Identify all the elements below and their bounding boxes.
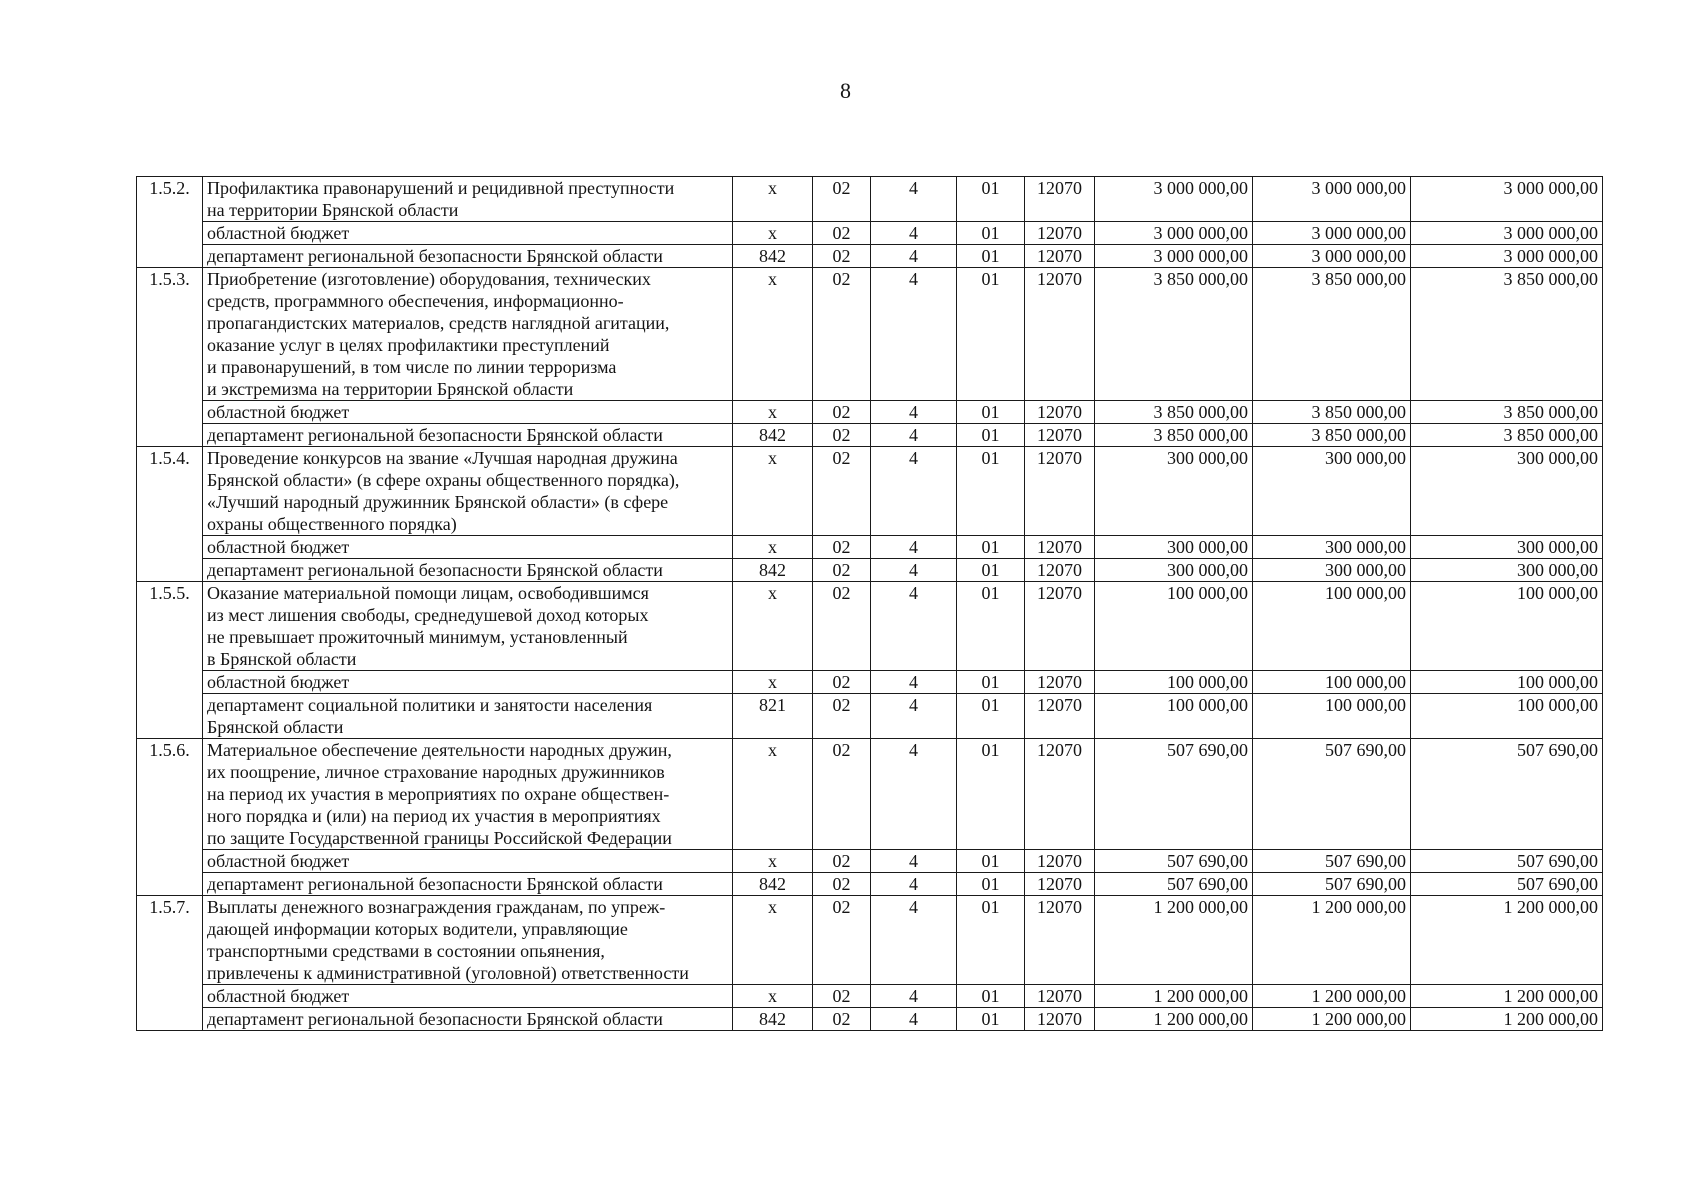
target-code-cell: 12070 — [1025, 896, 1095, 985]
admin-code-cell: 842 — [733, 424, 813, 447]
amount-year-2-cell: 507 690,00 — [1253, 739, 1411, 850]
target-code-cell: 12070 — [1025, 739, 1095, 850]
amount-year-2-cell: 3 850 000,00 — [1253, 268, 1411, 401]
funding-source-cell: департамент региональной безопасности Брянской области — [203, 245, 733, 268]
amount-year-3-cell: 507 690,00 — [1411, 739, 1603, 850]
amount-year-2-cell: 3 000 000,00 — [1253, 177, 1411, 222]
item-code-cell: 01 — [957, 424, 1025, 447]
amount-year-3-cell: 3 000 000,00 — [1411, 245, 1603, 268]
target-code-cell: 12070 — [1025, 447, 1095, 536]
funding-source-cell: областной бюджет — [203, 401, 733, 424]
subsection-code-cell: 4 — [871, 268, 957, 401]
target-code-cell: 12070 — [1025, 1008, 1095, 1031]
admin-code-cell: 842 — [733, 873, 813, 896]
item-code-cell: 01 — [957, 985, 1025, 1008]
target-code-cell: 12070 — [1025, 245, 1095, 268]
activity-description-cell — [203, 177, 733, 222]
item-number-cell: 1.5.6. — [137, 739, 203, 896]
item-code-cell: 01 — [957, 694, 1025, 739]
target-code-cell: 12070 — [1025, 177, 1095, 222]
target-code-cell: 12070 — [1025, 582, 1095, 671]
amount-year-1-cell: 3 000 000,00 — [1095, 245, 1253, 268]
table-subrow — [137, 1008, 1603, 1031]
admin-code-cell: х — [733, 582, 813, 671]
description-line: Приобретение (изготовление) оборудования, технических — [207, 269, 651, 289]
funding-source-cell: департамент социальной политики и занятости населения Брянской области — [203, 694, 733, 739]
admin-code-cell: х — [733, 536, 813, 559]
amount-year-1-cell: 100 000,00 — [1095, 671, 1253, 694]
subsection-code-cell: 4 — [871, 985, 957, 1008]
description-line: и правонарушений, в том числе по линии терроризма — [207, 357, 617, 377]
item-number-cell: 1.5.4. — [137, 447, 203, 582]
item-code-cell: 01 — [957, 582, 1025, 671]
target-code-cell: 12070 — [1025, 401, 1095, 424]
section-code-cell: 02 — [813, 739, 871, 850]
subsection-code-cell: 4 — [871, 536, 957, 559]
table-subrow — [137, 222, 1603, 245]
amount-year-2-cell: 3 850 000,00 — [1253, 424, 1411, 447]
funding-source-cell: областной бюджет — [203, 222, 733, 245]
section-code-cell: 02 — [813, 850, 871, 873]
target-code-cell: 12070 — [1025, 694, 1095, 739]
item-code-cell: 01 — [957, 850, 1025, 873]
section-code-cell: 02 — [813, 873, 871, 896]
description-line: и экстремизма на территории Брянской области — [207, 379, 574, 399]
amount-year-1-cell: 300 000,00 — [1095, 536, 1253, 559]
amount-year-2-cell: 300 000,00 — [1253, 536, 1411, 559]
table-subrow — [137, 424, 1603, 447]
amount-year-3-cell: 1 200 000,00 — [1411, 896, 1603, 985]
item-code-cell: 01 — [957, 245, 1025, 268]
amount-year-3-cell: 100 000,00 — [1411, 671, 1603, 694]
item-code-cell: 01 — [957, 268, 1025, 401]
amount-year-1-cell: 100 000,00 — [1095, 582, 1253, 671]
description-line: из мест лишения свободы, среднедушевой доход которых — [207, 605, 649, 625]
table-subrow — [137, 671, 1603, 694]
item-code-cell: 01 — [957, 873, 1025, 896]
amount-year-1-cell: 300 000,00 — [1095, 559, 1253, 582]
budget-table — [136, 176, 1603, 1031]
subsection-code-cell: 4 — [871, 424, 957, 447]
target-code-cell: 12070 — [1025, 268, 1095, 401]
amount-year-3-cell: 3 000 000,00 — [1411, 177, 1603, 222]
admin-code-cell: 842 — [733, 559, 813, 582]
description-line: не превышает прожиточный минимум, установленный — [207, 627, 628, 647]
funding-source-cell: департамент региональной безопасности Брянской области — [203, 424, 733, 447]
amount-year-2-cell: 100 000,00 — [1253, 694, 1411, 739]
target-code-cell: 12070 — [1025, 671, 1095, 694]
table-row — [137, 268, 1603, 401]
section-code-cell: 02 — [813, 245, 871, 268]
section-code-cell: 02 — [813, 424, 871, 447]
section-code-cell: 02 — [813, 447, 871, 536]
subsection-code-cell: 4 — [871, 1008, 957, 1031]
funding-source-cell: областной бюджет — [203, 536, 733, 559]
funding-source-cell: областной бюджет — [203, 850, 733, 873]
table-subrow — [137, 245, 1603, 268]
amount-year-2-cell: 1 200 000,00 — [1253, 985, 1411, 1008]
admin-code-cell: х — [733, 985, 813, 1008]
target-code-cell: 12070 — [1025, 536, 1095, 559]
funding-source-cell: департамент региональной безопасности Брянской области — [203, 1008, 733, 1031]
amount-year-1-cell: 1 200 000,00 — [1095, 1008, 1253, 1031]
amount-year-1-cell: 300 000,00 — [1095, 447, 1253, 536]
amount-year-2-cell: 100 000,00 — [1253, 671, 1411, 694]
amount-year-1-cell: 507 690,00 — [1095, 873, 1253, 896]
admin-code-cell: 842 — [733, 1008, 813, 1031]
amount-year-1-cell: 100 000,00 — [1095, 694, 1253, 739]
section-code-cell: 02 — [813, 536, 871, 559]
target-code-cell: 12070 — [1025, 559, 1095, 582]
target-code-cell: 12070 — [1025, 222, 1095, 245]
activity-description-cell — [203, 582, 733, 671]
item-number-cell: 1.5.3. — [137, 268, 203, 447]
amount-year-2-cell: 100 000,00 — [1253, 582, 1411, 671]
subsection-code-cell: 4 — [871, 739, 957, 850]
admin-code-cell: 842 — [733, 245, 813, 268]
table-subrow — [137, 559, 1603, 582]
table-row — [137, 582, 1603, 671]
amount-year-3-cell: 300 000,00 — [1411, 559, 1603, 582]
description-line: «Лучший народный дружинник Брянской области» (в сфере — [207, 492, 669, 512]
item-number-cell: 1.5.5. — [137, 582, 203, 739]
section-code-cell: 02 — [813, 268, 871, 401]
amount-year-2-cell: 3 850 000,00 — [1253, 401, 1411, 424]
table-subrow — [137, 401, 1603, 424]
funding-source-cell: областной бюджет — [203, 671, 733, 694]
page-number: 8 — [840, 78, 851, 103]
admin-code-cell: х — [733, 896, 813, 985]
amount-year-3-cell: 1 200 000,00 — [1411, 1008, 1603, 1031]
item-code-cell: 01 — [957, 401, 1025, 424]
table-subrow — [137, 873, 1603, 896]
funding-source-cell: департамент региональной безопасности Брянской области — [203, 559, 733, 582]
table-subrow — [137, 694, 1603, 739]
admin-code-cell: х — [733, 401, 813, 424]
item-code-cell: 01 — [957, 559, 1025, 582]
description-line: на территории Брянской области — [207, 200, 459, 220]
subsection-code-cell: 4 — [871, 582, 957, 671]
subsection-code-cell: 4 — [871, 222, 957, 245]
table-row — [137, 739, 1603, 850]
amount-year-1-cell: 507 690,00 — [1095, 850, 1253, 873]
amount-year-1-cell: 3 850 000,00 — [1095, 401, 1253, 424]
amount-year-3-cell: 100 000,00 — [1411, 694, 1603, 739]
description-line: привлечены к административной (уголовной) ответственности — [207, 963, 689, 983]
activity-description-cell — [203, 268, 733, 401]
table-subrow — [137, 536, 1603, 559]
amount-year-3-cell: 300 000,00 — [1411, 447, 1603, 536]
amount-year-2-cell: 1 200 000,00 — [1253, 1008, 1411, 1031]
description-line: средств, программного обеспечения, информационно- — [207, 291, 624, 311]
description-line: их поощрение, личное страхование народных дружинников — [207, 762, 665, 782]
amount-year-2-cell: 3 000 000,00 — [1253, 222, 1411, 245]
amount-year-3-cell: 300 000,00 — [1411, 536, 1603, 559]
amount-year-2-cell: 507 690,00 — [1253, 873, 1411, 896]
section-code-cell: 02 — [813, 694, 871, 739]
description-line: по защите Государственной границы Российской Федерации — [207, 828, 672, 848]
item-code-cell: 01 — [957, 739, 1025, 850]
activity-description-cell — [203, 739, 733, 850]
activity-description-cell — [203, 896, 733, 985]
subsection-code-cell: 4 — [871, 177, 957, 222]
amount-year-3-cell: 3 850 000,00 — [1411, 424, 1603, 447]
subsection-code-cell: 4 — [871, 245, 957, 268]
admin-code-cell: х — [733, 177, 813, 222]
amount-year-3-cell: 3 000 000,00 — [1411, 222, 1603, 245]
description-line: в Брянской области — [207, 649, 357, 669]
description-line: Оказание материальной помощи лицам, освободившимся — [207, 583, 649, 603]
target-code-cell: 12070 — [1025, 985, 1095, 1008]
admin-code-cell: х — [733, 268, 813, 401]
description-line: Проведение конкурсов на звание «Лучшая народная дружина — [207, 448, 678, 468]
activity-description-cell — [203, 447, 733, 536]
section-code-cell: 02 — [813, 401, 871, 424]
item-code-cell: 01 — [957, 447, 1025, 536]
item-number-cell: 1.5.7. — [137, 896, 203, 1031]
target-code-cell: 12070 — [1025, 850, 1095, 873]
item-code-cell: 01 — [957, 536, 1025, 559]
description-line: оказание услуг в целях профилактики преступлений — [207, 335, 610, 355]
amount-year-2-cell: 1 200 000,00 — [1253, 896, 1411, 985]
item-code-cell: 01 — [957, 177, 1025, 222]
description-line: пропагандистских материалов, средств наглядной агитации, — [207, 313, 670, 333]
admin-code-cell: х — [733, 671, 813, 694]
description-line: дающей информации которых водители, управляющие — [207, 919, 628, 939]
amount-year-3-cell: 3 850 000,00 — [1411, 268, 1603, 401]
subsection-code-cell: 4 — [871, 559, 957, 582]
admin-code-cell: х — [733, 739, 813, 850]
amount-year-3-cell: 507 690,00 — [1411, 873, 1603, 896]
subsection-code-cell: 4 — [871, 896, 957, 985]
funding-source-cell: областной бюджет — [203, 985, 733, 1008]
item-code-cell: 01 — [957, 671, 1025, 694]
funding-source-cell: департамент региональной безопасности Брянской области — [203, 873, 733, 896]
amount-year-2-cell: 300 000,00 — [1253, 559, 1411, 582]
amount-year-2-cell: 300 000,00 — [1253, 447, 1411, 536]
description-line: ного порядка и (или) на период их участия в мероприятиях — [207, 806, 661, 826]
section-code-cell: 02 — [813, 177, 871, 222]
subsection-code-cell: 4 — [871, 401, 957, 424]
amount-year-1-cell: 3 850 000,00 — [1095, 424, 1253, 447]
item-code-cell: 01 — [957, 222, 1025, 245]
section-code-cell: 02 — [813, 559, 871, 582]
section-code-cell: 02 — [813, 671, 871, 694]
amount-year-1-cell: 3 000 000,00 — [1095, 222, 1253, 245]
table-row — [137, 177, 1603, 222]
description-line: Профилактика правонарушений и рецидивной преступности — [207, 178, 675, 198]
target-code-cell: 12070 — [1025, 873, 1095, 896]
amount-year-1-cell: 1 200 000,00 — [1095, 985, 1253, 1008]
subsection-code-cell: 4 — [871, 447, 957, 536]
table-row — [137, 447, 1603, 536]
table-body — [137, 177, 1603, 1031]
subsection-code-cell: 4 — [871, 850, 957, 873]
amount-year-2-cell: 3 000 000,00 — [1253, 245, 1411, 268]
section-code-cell: 02 — [813, 222, 871, 245]
amount-year-3-cell: 1 200 000,00 — [1411, 985, 1603, 1008]
description-line: транспортными средствами в состоянии опьянения, — [207, 941, 605, 961]
subsection-code-cell: 4 — [871, 694, 957, 739]
table-subrow — [137, 985, 1603, 1008]
table-row — [137, 896, 1603, 985]
amount-year-1-cell: 3 000 000,00 — [1095, 177, 1253, 222]
item-number-cell: 1.5.2. — [137, 177, 203, 268]
description-line: Выплаты денежного вознаграждения гражданам, по упреж- — [207, 897, 666, 917]
description-line: на период их участия в мероприятиях по охране обществен- — [207, 784, 670, 804]
amount-year-3-cell: 507 690,00 — [1411, 850, 1603, 873]
section-code-cell: 02 — [813, 985, 871, 1008]
section-code-cell: 02 — [813, 582, 871, 671]
description-line: охраны общественного порядка) — [207, 514, 457, 534]
amount-year-3-cell: 100 000,00 — [1411, 582, 1603, 671]
section-code-cell: 02 — [813, 896, 871, 985]
subsection-code-cell: 4 — [871, 671, 957, 694]
amount-year-1-cell: 507 690,00 — [1095, 739, 1253, 850]
amount-year-1-cell: 3 850 000,00 — [1095, 268, 1253, 401]
item-code-cell: 01 — [957, 896, 1025, 985]
table-subrow — [137, 850, 1603, 873]
target-code-cell: 12070 — [1025, 424, 1095, 447]
amount-year-2-cell: 507 690,00 — [1253, 850, 1411, 873]
amount-year-1-cell: 1 200 000,00 — [1095, 896, 1253, 985]
admin-code-cell: х — [733, 447, 813, 536]
description-line: Брянской области» (в сфере охраны общественного порядка), — [207, 470, 680, 490]
admin-code-cell: 821 — [733, 694, 813, 739]
admin-code-cell: х — [733, 850, 813, 873]
section-code-cell: 02 — [813, 1008, 871, 1031]
item-code-cell: 01 — [957, 1008, 1025, 1031]
amount-year-3-cell: 3 850 000,00 — [1411, 401, 1603, 424]
admin-code-cell: х — [733, 222, 813, 245]
subsection-code-cell: 4 — [871, 873, 957, 896]
description-line: Материальное обеспечение деятельности народных дружин, — [207, 740, 672, 760]
